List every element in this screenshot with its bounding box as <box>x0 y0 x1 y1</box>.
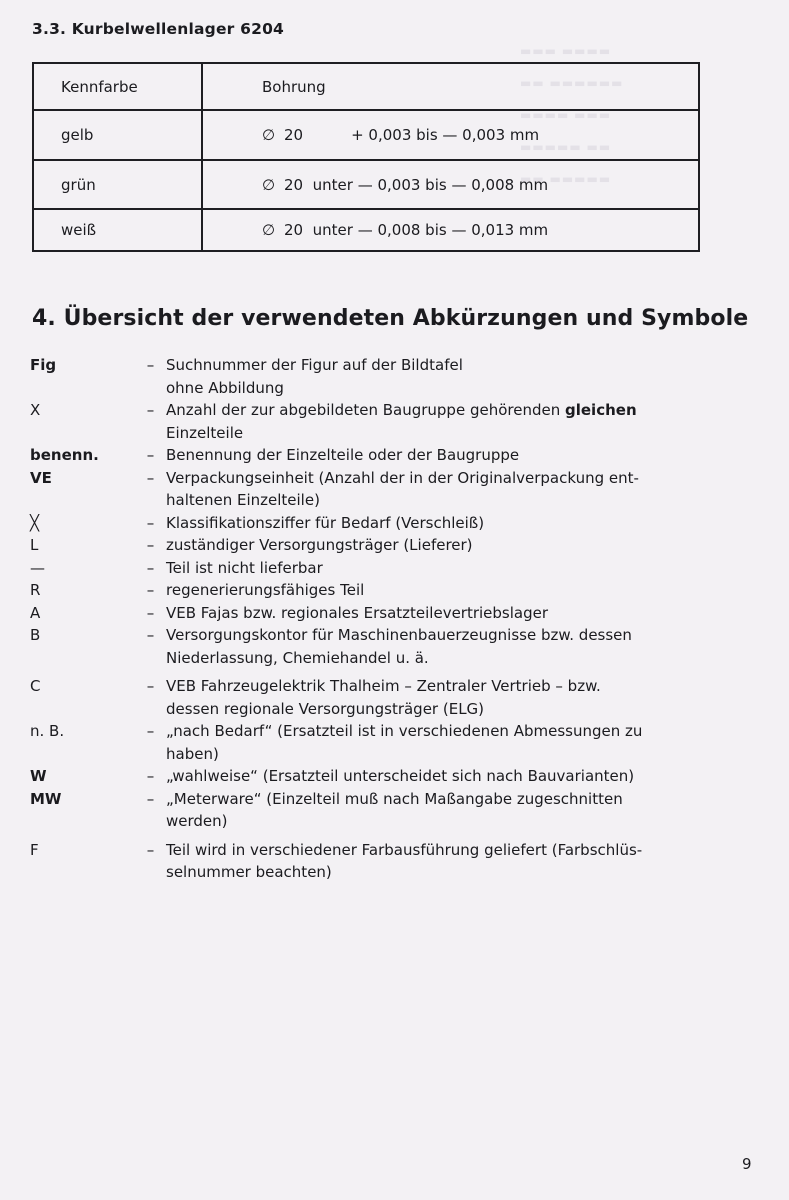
abbr-text: Teil wird in verschiedener Farbausführung geliefert (Farbschlüs- <box>166 840 643 859</box>
abbr-term: VE <box>30 468 52 487</box>
list-item <box>30 720 702 765</box>
diameter-icon: ∅ <box>262 175 276 194</box>
abbr-dash: – <box>146 840 155 859</box>
abbr-text-cont: Niederlassung, Chemiehandel u. ä. <box>166 648 429 667</box>
abbr-dash: – <box>146 767 155 785</box>
abbr-text-cont: Einzelteile <box>166 423 244 442</box>
abbr-term: B <box>30 626 41 644</box>
list-item <box>30 602 702 625</box>
abbr-dash: – <box>146 513 155 532</box>
abbr-term: C <box>30 677 41 695</box>
abbr-term: R <box>30 581 41 599</box>
row-range: unter — 0,003 bis — 0,008 mm <box>312 175 549 194</box>
abbr-description <box>166 720 702 765</box>
list-item <box>30 534 702 557</box>
abbr-text-cont: ohne Abbildung <box>166 378 284 397</box>
list-item <box>30 354 702 399</box>
abbr-text: Anzahl der zur abgebildeten Baugruppe gehörenden <box>166 401 561 419</box>
show-through-text: ▬▬▬ ▬▬▬▬ ▬▬ ▬▬▬▬▬▬ ▬▬▬▬ ▬▬▬ ▬▬▬▬▬ ▬▬ ▬▬ ▬▬▬▬▬ <box>520 44 624 186</box>
abbr-text-cont: haben) <box>166 744 219 763</box>
abbr-description: Klassifikationsziffer für Bedarf (Verschleiß) <box>166 513 485 532</box>
abbr-dash: – <box>146 468 155 487</box>
row-bore <box>202 160 699 209</box>
abbr-term: n. B. <box>30 722 65 740</box>
abbr-text-cont: selnummer beachten) <box>166 863 332 881</box>
abbr-term: MW <box>30 789 62 808</box>
table-row <box>33 110 699 160</box>
list-item <box>30 579 702 602</box>
row-diameter: 20 <box>284 175 304 194</box>
abbr-term: F <box>30 840 39 859</box>
abbr-term: W <box>30 767 47 785</box>
abbr-text: Suchnummer der Figur auf der Bildtafel <box>166 356 463 374</box>
abbr-text: Verpackungseinheit (Anzahl der in der Originalverpackung ent- <box>166 468 639 487</box>
row-diameter: 20 <box>284 126 304 144</box>
list-item <box>30 839 702 884</box>
abbreviation-list <box>30 354 702 884</box>
abbr-description: zuständiger Versorgungsträger (Lieferer) <box>166 536 473 554</box>
abbr-description <box>166 675 702 720</box>
row-bore <box>202 110 699 160</box>
abbr-term: — <box>30 558 45 577</box>
row-bore <box>202 209 699 251</box>
abbr-text: Versorgungskontor für Maschinenbauerzeugnisse bzw. dessen <box>166 626 632 644</box>
abbr-dash: – <box>146 581 155 599</box>
abbr-term: A <box>30 603 41 622</box>
abbr-dash: – <box>146 677 155 695</box>
diameter-icon: ∅ <box>262 221 276 239</box>
list-item <box>30 444 702 467</box>
list-item <box>30 675 702 720</box>
abbr-term: L <box>30 536 39 554</box>
row-range: + 0,003 bis — 0,003 mm <box>351 126 540 144</box>
list-item <box>30 512 702 535</box>
abbr-dash: – <box>146 789 155 808</box>
abbr-text-cont: werden) <box>166 812 228 830</box>
classification-cross-icon: ╳ <box>30 513 40 532</box>
abbr-text: „nach Bedarf“ (Ersatzteil ist in verschiedenen Abmessungen zu <box>166 722 643 740</box>
abbr-dash: – <box>146 722 155 740</box>
abbr-dash: – <box>146 446 155 464</box>
main-heading: 4. Übersicht der verwendeten Abkürzungen und Symbole <box>32 306 749 331</box>
page-number: 9 <box>742 1155 752 1173</box>
abbr-dash: – <box>146 603 155 622</box>
abbr-text-cont: dessen regionale Versorgungsträger (ELG) <box>166 699 485 718</box>
abbr-text-cont: haltenen Einzelteile) <box>166 491 320 509</box>
header-bohrung: Bohrung <box>202 63 699 110</box>
abbr-dash: – <box>146 356 155 374</box>
abbr-description: Teil ist nicht lieferbar <box>166 558 323 577</box>
list-item <box>30 399 702 444</box>
abbr-description <box>166 467 702 512</box>
list-item <box>30 788 702 833</box>
abbr-description <box>166 839 702 884</box>
abbr-description <box>166 788 702 833</box>
row-color: grün <box>33 160 202 209</box>
abbr-dash: – <box>146 626 155 644</box>
list-item <box>30 557 702 580</box>
list-item <box>30 765 702 788</box>
abbr-bold-word: gleichen <box>565 401 637 419</box>
abbr-description <box>166 354 702 399</box>
abbr-term: X <box>30 401 41 419</box>
list-item <box>30 624 702 669</box>
abbr-description: „wahlweise“ (Ersatzteil unterscheidet sich nach Bauvarianten) <box>166 767 635 785</box>
row-range: unter — 0,008 bis — 0,013 mm <box>312 221 549 239</box>
abbr-dash: – <box>146 558 155 577</box>
abbr-description: regenerierungsfähiges Teil <box>166 581 365 599</box>
table-row <box>33 209 699 251</box>
abbr-term: benenn. <box>30 446 99 464</box>
abbr-description: Benennung der Einzelteile oder der Baugruppe <box>166 446 520 464</box>
abbr-description <box>166 624 702 669</box>
row-color: weiß <box>33 209 202 251</box>
abbr-dash: – <box>146 536 155 554</box>
abbr-dash: – <box>146 401 155 419</box>
abbr-term: Fig <box>30 356 57 374</box>
row-color: gelb <box>33 110 202 160</box>
diameter-icon: ∅ <box>262 126 276 144</box>
table-header-row <box>33 63 699 110</box>
table-row <box>33 160 699 209</box>
header-kennfarbe: Kennfarbe <box>33 63 202 110</box>
bore-tolerance-table <box>32 62 700 252</box>
abbr-text: VEB Fahrzeugelektrik Thalheim – Zentraler Vertrieb – bzw. <box>166 677 601 695</box>
section-title: 3.3. Kurbelwellenlager 6204 <box>32 20 285 38</box>
abbr-description <box>166 399 702 444</box>
abbr-description: VEB Fajas bzw. regionales Ersatzteilevertriebslager <box>166 603 549 622</box>
abbr-text: „Meterware“ (Einzelteil muß nach Maßangabe zugeschnitten <box>166 789 623 808</box>
row-diameter: 20 <box>284 221 304 239</box>
list-item <box>30 467 702 512</box>
